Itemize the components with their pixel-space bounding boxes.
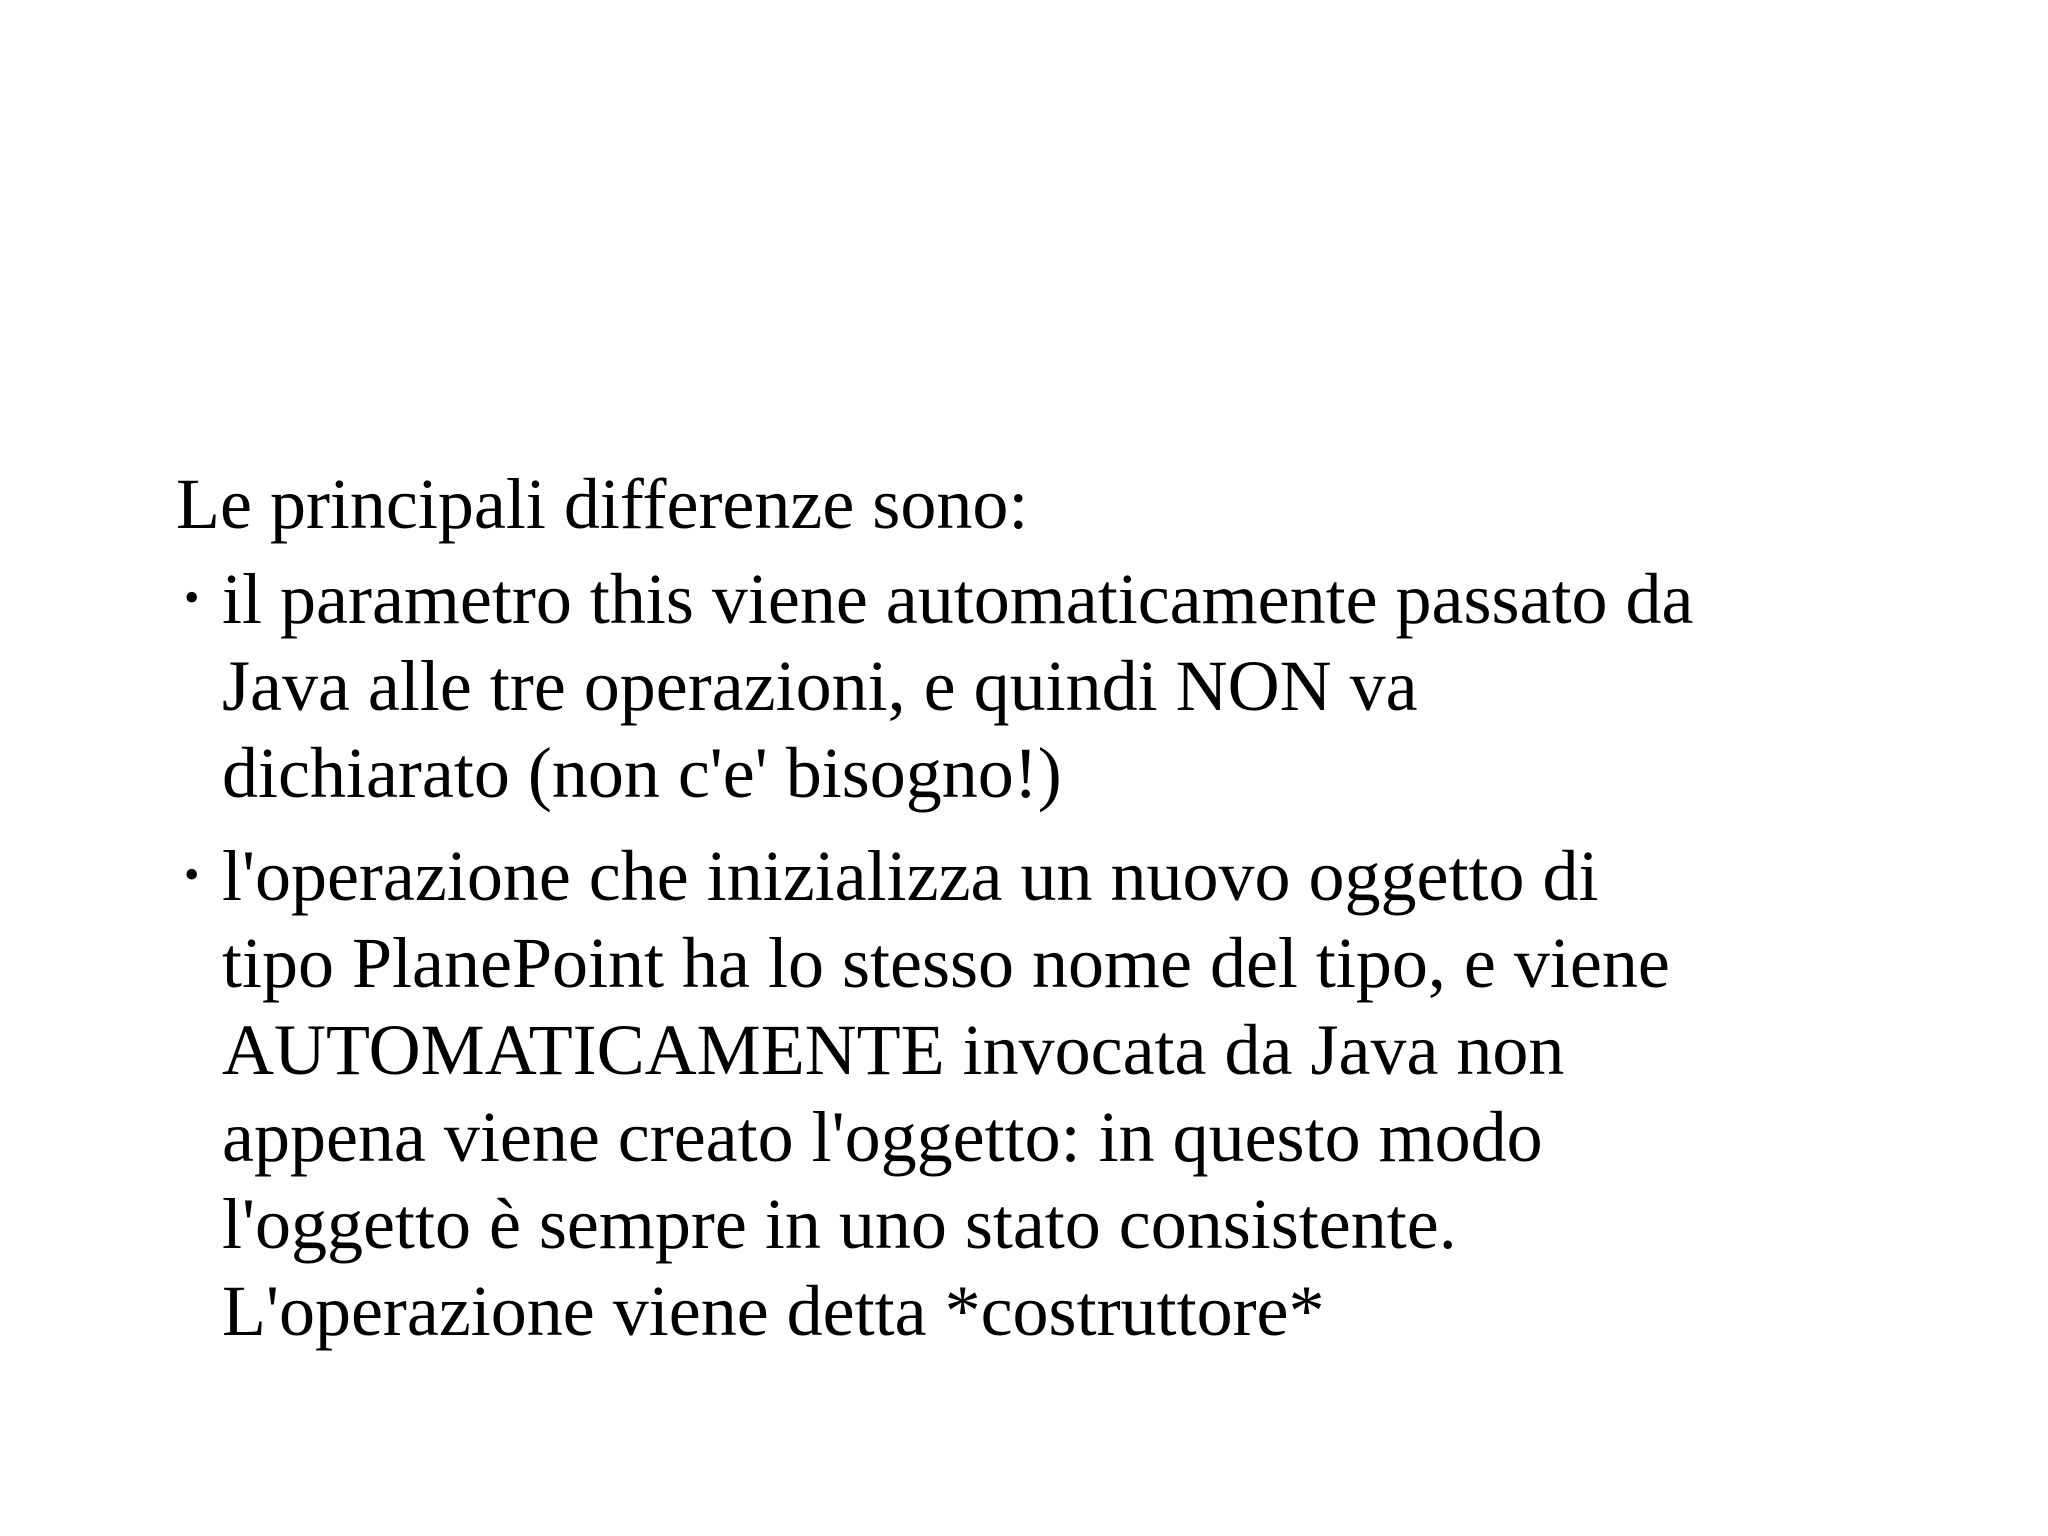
- bullet-line: AUTOMATICAMENTE invocata da Java non: [222, 1010, 1565, 1090]
- intro-text: Le principali differenze sono:: [176, 464, 1029, 544]
- bullet-line: l'operazione che inizializza un nuovo oggetto di: [222, 836, 1599, 916]
- bullet-item-constructor: [176, 833, 1896, 1355]
- bullet-line: il parametro this viene automaticamente passato da: [222, 559, 1694, 639]
- bullet-line: l'oggetto è sempre in uno stato consistente.: [222, 1184, 1457, 1264]
- bullet-icon: •: [184, 850, 200, 899]
- bullet-line: appena viene creato l'oggetto: in questo modo: [222, 1097, 1543, 1177]
- bullet-line: tipo PlanePoint ha lo stesso nome del tipo, e viene: [222, 923, 1670, 1003]
- bullet-line: Java alle tre operazioni, e quindi NON va: [222, 646, 1418, 726]
- bullet-line: L'operazione viene detta *costruttore*: [222, 1271, 1325, 1351]
- bullet-line: dichiarato (non c'e' bisogno!): [222, 733, 1062, 813]
- bullet-item-this-parameter: [176, 556, 1896, 817]
- bullet-icon: •: [184, 573, 200, 622]
- bullet-list: [176, 556, 1896, 1355]
- slide-body: [176, 462, 1896, 1371]
